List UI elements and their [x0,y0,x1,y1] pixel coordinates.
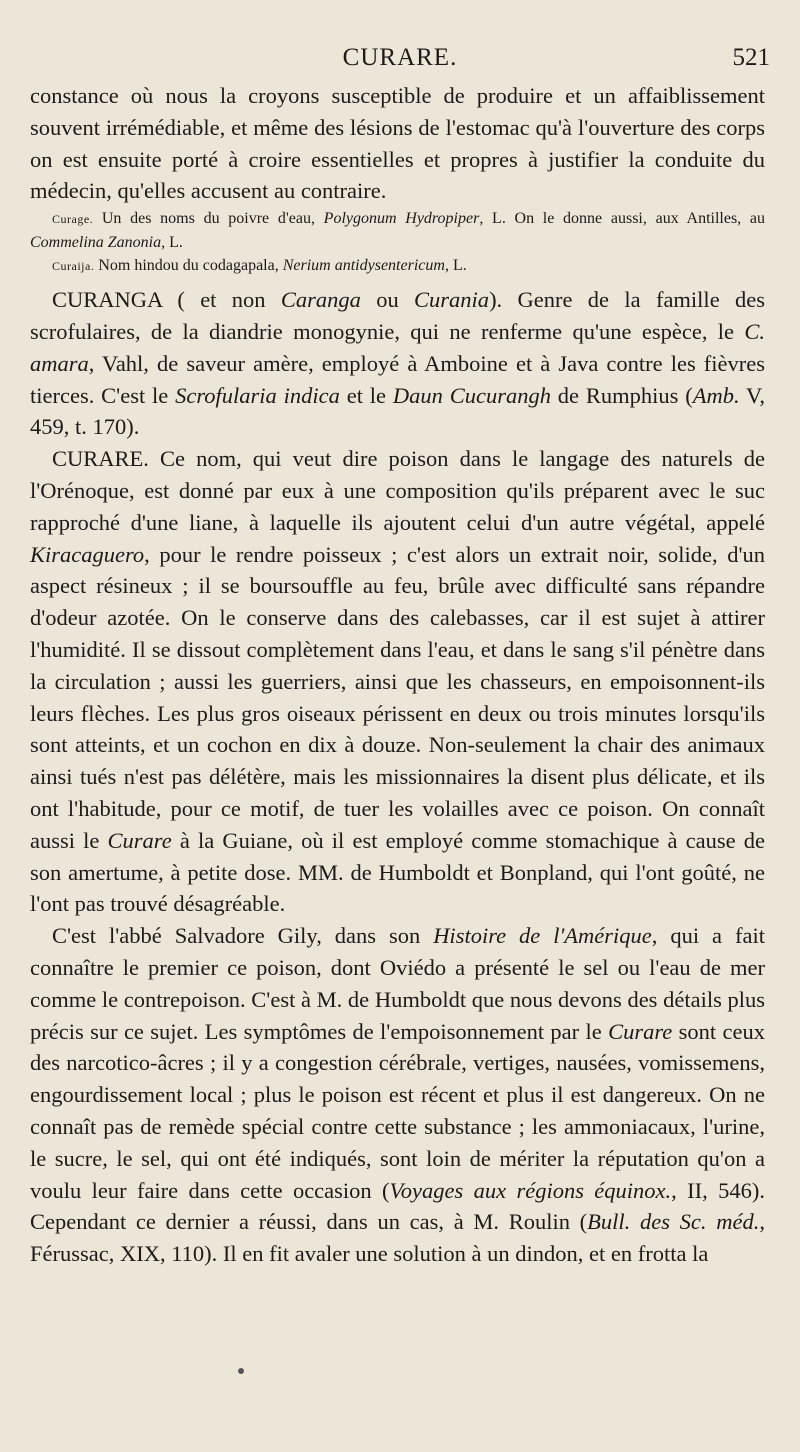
entry-curare: CURARE. Ce nom, qui veut dire poison dans le langage des naturels de l'Orénoque, est donné par eux à une composition qu'ils préparent avec le suc rapproché d'une liane, à laquelle ils ajoutent celui d'un autre végétal, appelé Kiracaguero, pour le rendre poisseux ; c'est alors un extrait noir, solide, d'un aspect résineux ; il se boursouffle au feu, brûle avec difficulté sans répandre d'odeur azotée. On le conserve dans des calebasses, car il est sujet à attirer l'humidité. Il se dissout complètement dans l'eau, et dans le sang s'il pénètre dans la circulation ; aussi les guerriers, ainsi que les chasseurs, en empoisonnent-ils leurs flèches. Les plus gros oiseaux périssent en deux ou trois minutes lorsqu'ils sont atteints, et un cochon en dix à douze. Non-seulement la chair des animaux ainsi tués n'est pas délétère, mais les missionnaires la disent plus délicate, et ils ont l'habitude, pour ce motif, de tuer les volailles avec ce poison. On connaît aussi le Curare à la Guiane, où il est employé comme stomachique à cause de son amertume, à petite dose. MM. de Humboldt et Bonpland, qui l'ont goûté, ne l'ont pas trouvé désagréable. [30,446,765,917]
page-header [0,44,800,80]
entry-curare-continued: C'est l'abbé Salvadore Gily, dans son Histoire de l'Amérique, qui a fait connaître le premier ce poison, dont Oviédo a présenté le sel ou l'eau de mer comme le contrepoison. C'est à M. de Humboldt que nous devons des détails plus précis sur ce sujet. Les symptômes de l'empoisonnement par le Curare sont ceux des narcotico-âcres ; il y a congestion cérébrale, vertiges, nausées, vomissemens, engourdissement local ; plus le poison est récent et plus il est dangereux. On ne connaît pas de remède spécial contre cette substance ; les ammoniacaux, l'urine, le sucre, le sel, qui ont été indiqués, sont loin de mériter la réputation qu'on a voulu leur faire dans cette occasion (Voyages aux régions équinox., II, 546). Cependant ce dernier a réussi, dans un cas, à M. Roulin (Bull. des Sc. méd., Férussac, XIX, 110). Il en fit avaler une solution à un dindon, et en frotta la [30,923,765,1267]
page-number: 521 [732,44,770,71]
ink-dot [238,1368,244,1374]
entry-headword: Curaija. [52,259,95,274]
entry-headword: Curage. [52,212,94,227]
entry-curage: Curage. Un des noms du poivre d'eau, Polygonum Hydropiper, L. On le donne aussi, aux Antilles, au Commelina Zanonia, L. [30,210,765,252]
page-body [30,80,765,1270]
paragraph-continuation: constance où nous la croyons susceptible de produire et un affaiblissement souvent irrémédiable, et même des lésions de l'estomac qu'à l'ouverture des corps on est ensuite porté à croire essentielles et propres à justifier la conduite du médecin, qu'elles accusent au contraire. [30,83,765,204]
entry-headword: CURARE. [52,446,149,472]
entry-headword: CURANGA [52,287,163,313]
entry-curaija: Curaija. Nom hindou du codagapala, Nerium antidysentericum, L. [52,257,467,275]
entry-curanga: CURANGA ( et non Caranga ou Curania). Genre de la famille des scrofulaires, de la diandrie monogynie, qui ne renferme qu'une espèce, le C. amara, Vahl, de saveur amère, employé à Amboine et à Java contre les fièvres tierces. C'est le Scrofularia indica et le Daun Cucurangh de Rumphius (Amb. V, 459, t. 170). [30,287,766,440]
running-title: CURARE. [342,44,458,71]
